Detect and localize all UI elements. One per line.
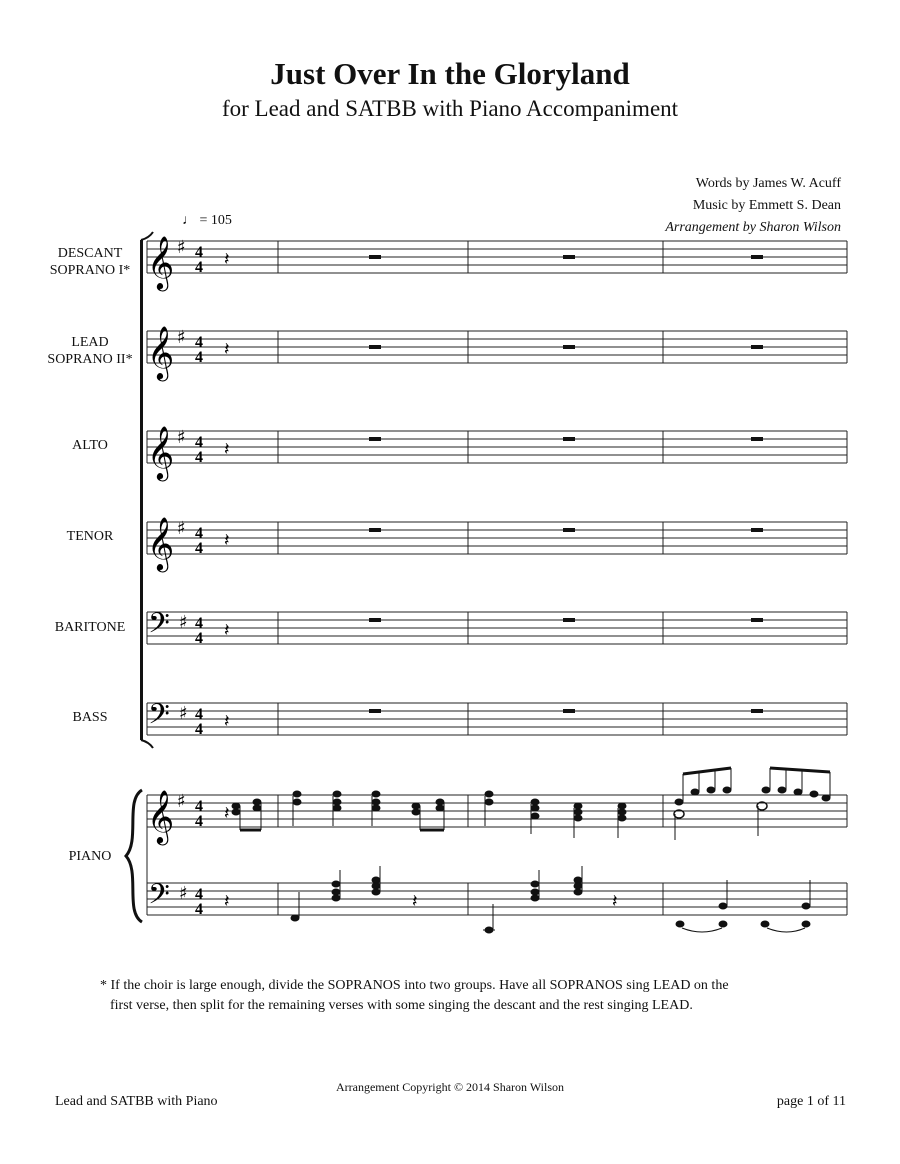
footer-title: Lead and SATBB with Piano xyxy=(55,1094,218,1109)
svg-text:4: 4 xyxy=(195,706,203,723)
svg-text:4: 4 xyxy=(195,798,203,815)
tempo-value: = 105 xyxy=(199,213,232,228)
treble-clef-icon: 𝄞 xyxy=(147,325,175,379)
svg-text:4: 4 xyxy=(195,525,203,542)
svg-text:♯: ♯ xyxy=(177,518,186,539)
svg-text:4: 4 xyxy=(195,721,203,738)
bass-clef-icon: 𝄢 xyxy=(148,607,170,647)
part-label-tenor: TENOR xyxy=(66,529,114,544)
staff-piano-treble xyxy=(147,768,847,845)
whole-rest-icon xyxy=(751,255,763,259)
staff-tenor xyxy=(147,516,847,572)
page-number: page 1 of 11 xyxy=(776,1094,846,1109)
staff-bass xyxy=(147,698,847,738)
svg-text:𝄽: 𝄽 xyxy=(224,711,230,732)
staff-baritone xyxy=(147,607,847,647)
part-label-bass: BASS xyxy=(72,710,108,725)
svg-text:4: 4 xyxy=(195,449,203,466)
svg-text:𝄽: 𝄽 xyxy=(224,339,230,360)
bass-clef-icon: 𝄢 xyxy=(148,878,170,918)
score-title: Just Over In the Gloryland xyxy=(270,56,630,91)
svg-text:𝄽: 𝄽 xyxy=(224,803,230,824)
svg-text:4: 4 xyxy=(195,540,203,557)
svg-text:𝄽: 𝄽 xyxy=(412,891,418,912)
treble-clef-icon: 𝄞 xyxy=(147,789,175,843)
svg-text:4: 4 xyxy=(195,259,203,276)
svg-text:4: 4 xyxy=(195,615,203,632)
part-label-line: LEAD xyxy=(71,335,109,350)
svg-text:𝄽: 𝄽 xyxy=(224,891,230,912)
quarter-note-icon: ♩ xyxy=(182,213,196,228)
svg-text:4: 4 xyxy=(195,886,203,903)
footnote-line: first verse, then split for the remaining verses with some singing the descant and the rest singing LEAD. xyxy=(110,998,693,1013)
staff-piano-bass xyxy=(147,866,847,933)
score-subtitle: for Lead and SATBB with Piano Accompaniment xyxy=(221,96,679,121)
svg-text:4: 4 xyxy=(195,244,203,261)
part-label-line: SOPRANO II* xyxy=(47,352,133,367)
words-credit: Words by James W. Acuff xyxy=(695,176,841,191)
svg-text:♯: ♯ xyxy=(177,427,186,448)
treble-clef-icon: 𝄞 xyxy=(147,516,175,570)
svg-text:♯: ♯ xyxy=(177,327,186,348)
part-label-alto: ALTO xyxy=(72,438,108,453)
svg-text:♯: ♯ xyxy=(177,791,186,812)
part-label-line: SOPRANO I* xyxy=(49,263,131,278)
svg-text:4: 4 xyxy=(195,334,203,351)
footnote xyxy=(100,976,860,1016)
treble-clef-icon: 𝄞 xyxy=(147,425,175,479)
svg-text:4: 4 xyxy=(195,349,203,366)
staff-alto xyxy=(147,425,847,481)
staff-descant xyxy=(147,235,847,291)
choir-bracket xyxy=(140,240,143,740)
quarter-rest-icon: 𝄽 xyxy=(224,249,230,270)
svg-text:♯: ♯ xyxy=(179,883,188,904)
svg-text:4: 4 xyxy=(195,901,203,918)
copyright-notice: Arrangement Copyright © 2014 Sharon Wilson xyxy=(335,1080,565,1094)
svg-text:♯: ♯ xyxy=(179,612,188,633)
treble-clef-icon: 𝄞 xyxy=(147,235,175,289)
svg-text:4: 4 xyxy=(195,813,203,830)
sharp-icon: ♯ xyxy=(177,237,186,258)
arrangement-credit: Arrangement by Sharon Wilson xyxy=(665,220,841,235)
staff-lead xyxy=(147,325,847,381)
svg-text:𝄽: 𝄽 xyxy=(224,530,230,551)
part-label-piano: PIANO xyxy=(68,849,112,864)
svg-text:4: 4 xyxy=(195,434,203,451)
svg-text:♯: ♯ xyxy=(179,703,188,724)
footnote-line: * If the choir is large enough, divide the SOPRANOS into two groups. Have all SOPRANOS sing LEAD on the xyxy=(100,978,729,993)
whole-rest-icon xyxy=(369,255,381,259)
part-label-baritone: BARITONE xyxy=(54,620,126,635)
whole-rest-icon xyxy=(563,255,575,259)
svg-text:𝄽: 𝄽 xyxy=(224,439,230,460)
svg-text:𝄽: 𝄽 xyxy=(612,891,618,912)
svg-text:𝄽: 𝄽 xyxy=(224,620,230,641)
bass-clef-icon: 𝄢 xyxy=(148,698,170,738)
part-label-line: DESCANT xyxy=(57,246,123,261)
piano-brace xyxy=(126,790,142,922)
svg-text:4: 4 xyxy=(195,630,203,647)
music-credit: Music by Emmett S. Dean xyxy=(692,198,841,213)
